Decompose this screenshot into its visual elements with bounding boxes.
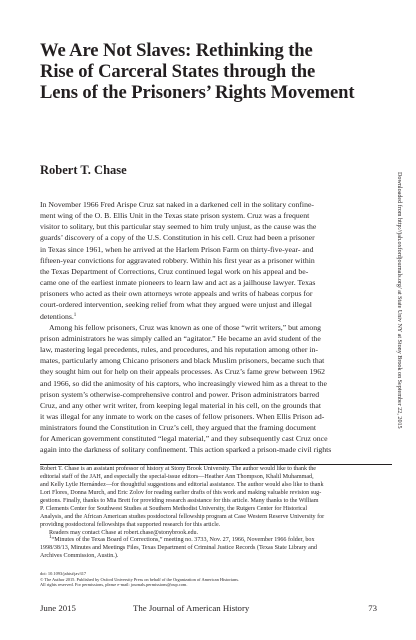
issue-date: June 2015 [40,603,76,613]
title-line: Lens of the Prisoners’ Rights Movement [40,82,355,103]
body-line: it was illegal for any inmate to work on the cases of fellow prisoners. When Ellis Prison ad- [40,411,325,421]
bio-line: Lori Flores, Donna Murch, and Eric Zolov for reading earlier drafts of this work and making valuable revision sug- [40,490,322,497]
journal-name: The Journal of American History [133,603,250,613]
permissions-line: All rights reserved. For permissions, please e-mail: journals.permissions@oup.com. [40,582,188,588]
body-line [40,311,392,322]
body-line-text: detentions. [40,311,74,321]
body-line: In November 1966 Fred Arispe Cruz sat naked in a darkened cell in the solitary confine- [40,200,314,209]
bio-line: P. Clements Center for Southwest Studies at Southern Methodist University, the Rutgers Center for Historical [40,506,308,513]
body-line: came one of the earliest inmate pioneers to learn law and act as a jailhouse lawyer. Texas [40,278,316,288]
body-line: again into the darkness of solitary confinement. This action sparked a prison-made civil rights [40,445,332,455]
body-line: in Texas since 1961, when he arrived at the Harlem Prison Farm on thirty-five-year- and [40,244,314,254]
footnote-line: Archives Commission, Austin.). [40,553,119,560]
body-line: visitor to solitary, but this particular stay seemed to him truly unjust, as the cause was the [40,222,317,232]
article-title [40,40,370,103]
body-line: for American government constituted “legal material,” and they subsequently cast Cruz once [40,434,328,444]
body-line: fifteen-year convictions for aggravated robbery. Within his first year as a prisoner within [40,255,315,265]
bio-line: and Kelly Lytle Hernández—for thoughtful suggestions and editorial assistance. The author would also like to thank [40,482,324,489]
article-body [40,199,392,456]
title-line: We Are Not Slaves: Rethinking the [40,40,313,61]
body-line: ment wing of the O. B. Ellis Unit in the Texas state prison system. Cruz was a frequent [40,211,310,221]
body-line: Cruz, and any other writ writer, from keeping legal material in his cell, on the grounds that [40,400,321,410]
bio-line: editorial staff of the JAH, and especially the special-issue editors—Heather Ann Thompson, Khalil Muhammad, [40,474,314,481]
doi-line: doi: 10.1093/jahist/jav317 [40,571,87,576]
bio-line: providing postdoctoral fellowships that supported research for this article. [40,522,221,529]
bio-line: Robert T. Chase is an assistant professor of history at Stony Brook University. The author would like to thank the [40,466,316,472]
title-line: Rise of Carceral States through the [40,61,316,82]
bio-line: Analysis, and the African American studies postdoctoral fellowship program at Case Western Reserve University for [40,514,325,521]
copyright-line: © The Author 2015. Published by Oxford University Press on behalf of the Organization of American Historians. [40,576,240,582]
body-line: prison system’s otherwise-comprehensive control and power. Prison administrators barred [40,389,320,399]
body-line: court-ordered intervention, seeking relief from what they argued were unjust and illegal [40,300,312,310]
bio-line: gestions. Finally, thanks to Mia Brett for providing research assistance for this article. Many thanks to the William [40,498,319,505]
footnote-text: “Minutes of the Texas Board of Corrections,” meeting no. 3733, Nov. 27, 1966, November 1966 folder, box [51,537,315,543]
author-name: Robert T. Chase [40,163,127,177]
body-line: guards’ discovery of a copy of the U.S. Constitution in his cell. Cruz had been a prisoner [40,233,315,243]
body-line: ministrators found the Constitution in Cruz’s cell, they argued that the framing document [40,423,317,433]
body-line: law, mastering legal precedents, rules, and procedures, and his reputation among other in- [40,345,318,355]
author-bio [40,465,392,537]
body-line: mates, particularly among Chicano prisoners and black Muslim prisoners, became such that [40,356,325,366]
footnote-line [40,536,392,544]
body-line: and 1966, so did the animosity of his captors, who increasingly viewed him as a threat to the [40,378,327,388]
body-line: prisoners who acted as their own attorneys wrote appeals and writs of habeas corpus for [40,289,313,299]
footnote-number: 1 [49,535,52,540]
download-notice: Downloaded from http://jah.oxfordjournals.org/ at State Univ NY at Stony Brook on September 22, 2015 [396,172,402,429]
footnote-line: 1998/38/13, Minutes and Meetings Files, Texas Department of Criminal Justice Records (Texas State Library and [40,545,317,552]
footnote-ref-link[interactable]: 1 [73,312,77,318]
legal-notice [40,571,392,588]
page-number: 73 [368,603,377,613]
body-line: prison administrators he was simply called an “agitator.” He became an avid student of the [40,333,321,343]
body-line: the Texas Department of Corrections, Cruz continued legal work on his appeal and be- [40,266,309,276]
contact-line: Readers may contact Chase at robert.chase@stonybrook.edu. [49,530,199,537]
download-sidebar [396,172,408,572]
body-line: they sought him out for help on their appeals processes. As Cruz’s fame grew between 1962 [40,367,325,377]
body-line: Among his fellow prisoners, Cruz was known as one of those “writ writers,” but among [49,322,322,332]
footnote [40,536,392,560]
